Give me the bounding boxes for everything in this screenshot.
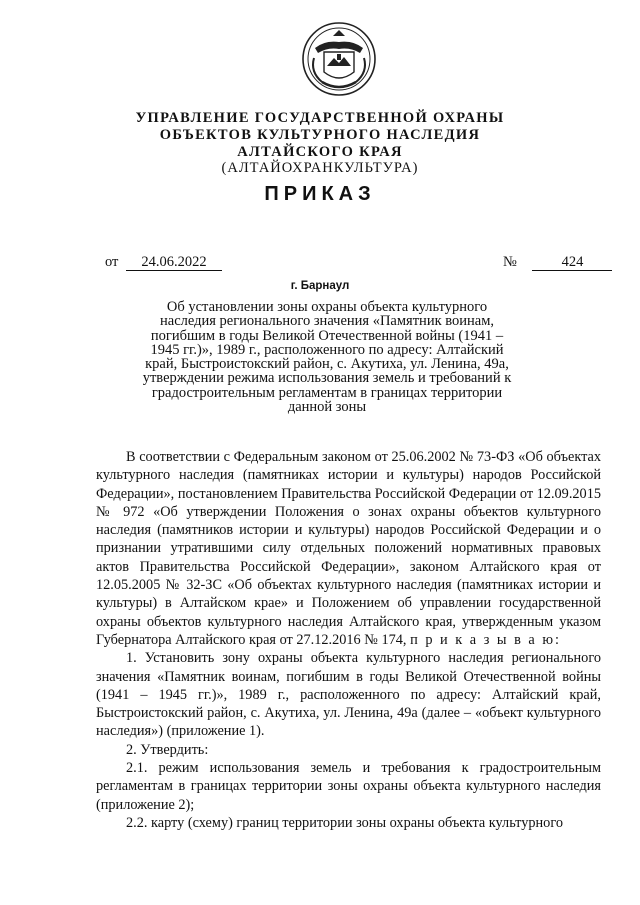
coat-of-arms-emblem (300, 20, 378, 98)
order-date: 24.06.2022 (126, 254, 222, 271)
date-prefix: от (105, 254, 119, 270)
order-body (96, 448, 601, 832)
item-2-2-paragraph: 2.2. карту (схему) границ территории зоны охраны объекта культурного (126, 814, 563, 831)
item-1-paragraph: 1. Установить зону охраны объекта культурного наследия регионального значения «Памятник воинам, погибшим в годы Великой Отечественной войны (1941 – 1945 гг.)», 1989 г., расположенного по адресу: Алтайский край, Быстроистокский район, с. Акутиха, ул. Ленина, 49а (далее – «объект культурного наследия») (приложение 1). (96, 650, 601, 740)
preamble-paragraph (96, 448, 601, 649)
order-number-row (503, 254, 612, 271)
preamble-text: В соответствии с Федеральным законом от 25.06.2002 № 73-ФЗ «Об объектах культурного наследия (памятниках истории и культуры) народов Российской Федерации», постановлением Правительства Российской Федерации от 12.09.2015 № 972 «Об утверждении Положения о зонах охраны объектов культурного наследия (памятников истории и культуры) народов Российской Федерации и о признании утратившими силу отдельных положений нормативных правовых актов Правительства Российской Федерации», законом Алтайского края от 12.05.2005 № 32-ЗС «Об объектах культурного наследия (памятниках истории и культуры) в Алтайском крае» и Положением об управлении государственной охраны объектов культурного наследия Алтайского края, утвержденным указом Губернатора Алтайского края от 27.12.2016 № 174, (96, 449, 601, 648)
agency-short-name: (АЛТАЙОХРАНКУЛЬТУРА) (221, 160, 419, 176)
document-type-title: ПРИКАЗ (264, 183, 376, 205)
order-number: 424 (532, 254, 612, 271)
order-subject: Об установлении зоны охраны объекта культурного наследия регионального значения «Памятник воинам, погибшим в годы Великой Отечественной войны (1941 – 1945 гг.)», 1989 г., расположенного по адресу: Алтайский край, Быстроистокский район, с. Акутиха, ул. Ленина, 49а, утверждении режима использования земель и требований к градостроительным регламентам в границах территории данной зоны (142, 299, 512, 416)
city-name: г. Барнаул (290, 280, 350, 292)
agency-name-line-1: УПРАВЛЕНИЕ ГОСУДАРСТВЕННОЙ ОХРАНЫ (135, 110, 505, 126)
item-2-1-paragraph: 2.1. режим использования земель и требования к градостроительным регламентам в границах территории зоны охраны объекта культурного наследия (приложение 2); (96, 760, 601, 813)
agency-name-line-2: ОБЪЕКТОВ КУЛЬТУРНОГО НАСЛЕДИЯ (159, 127, 481, 143)
item-2-paragraph: 2. Утвердить: (126, 741, 209, 758)
number-prefix: № (503, 254, 517, 270)
order-word: п р и к а з ы в а ю: (410, 631, 562, 648)
order-date-row (105, 254, 222, 271)
agency-name-line-3: АЛТАЙСКОГО КРАЯ (237, 144, 403, 160)
